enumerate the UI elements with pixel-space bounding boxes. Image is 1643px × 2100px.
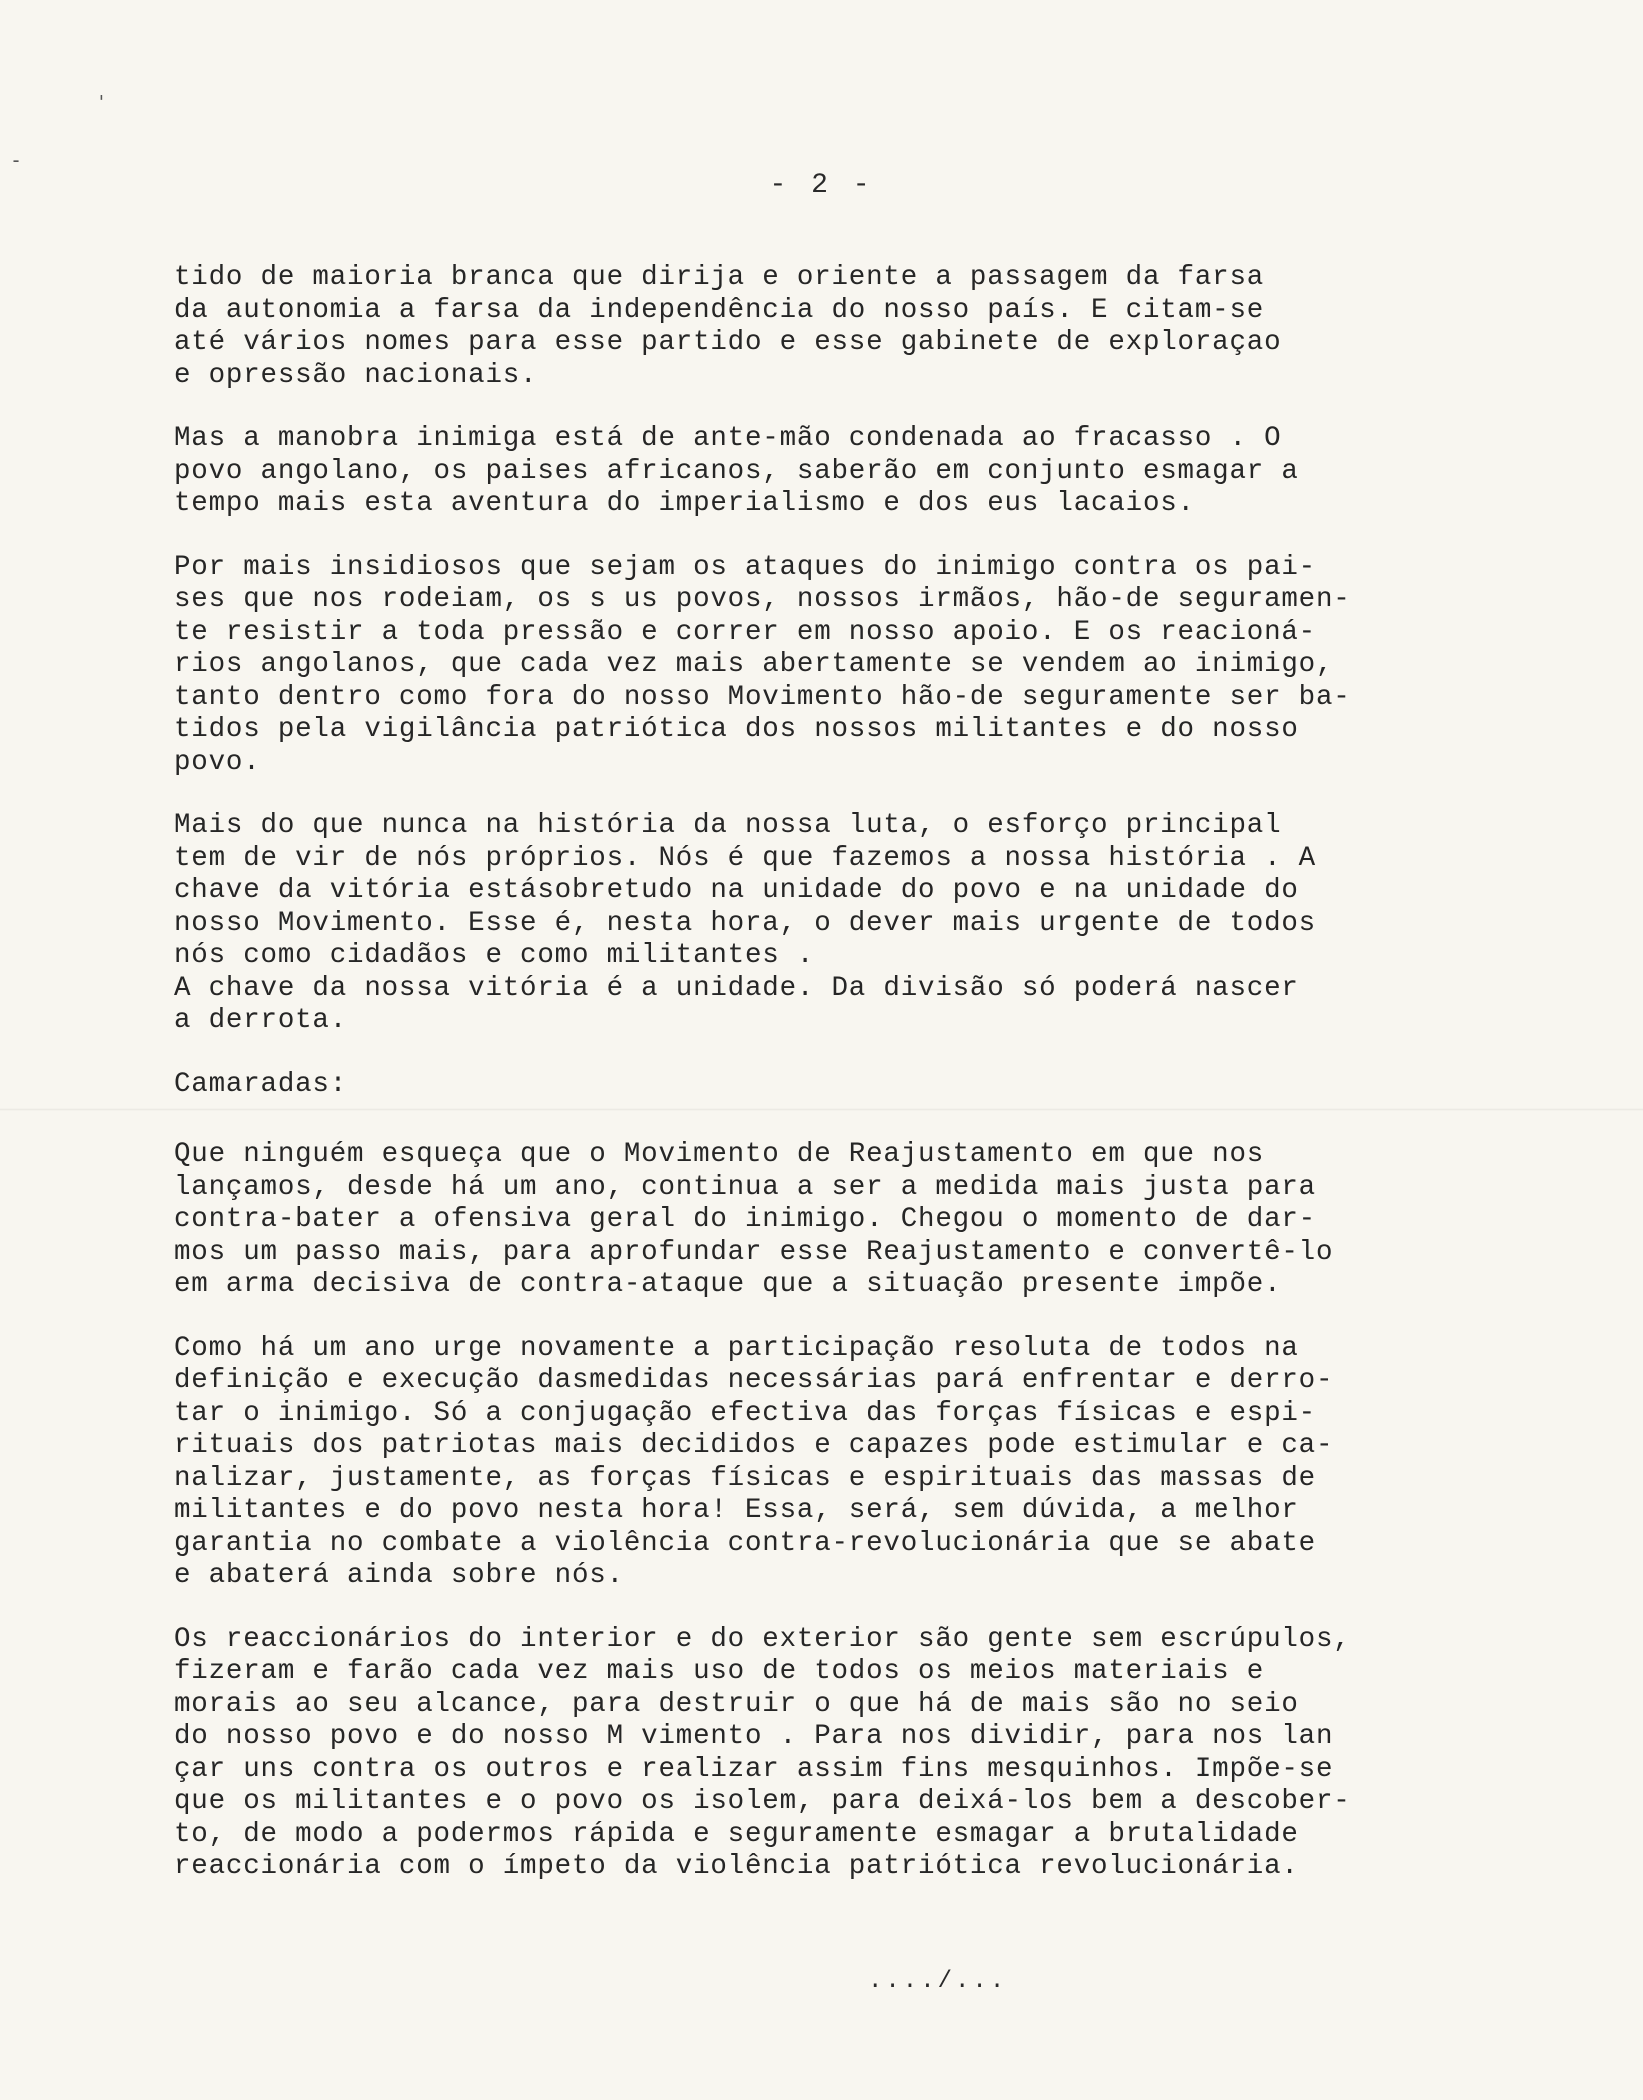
text-line: e opressão nacionais.: [174, 359, 538, 391]
paragraph-3: [174, 552, 1534, 780]
text-line: a derrota.: [174, 1005, 348, 1036]
text-line: A chave da nossa vitória é a unidade. Da divisão só poderá nascer: [174, 972, 1299, 1004]
text-line: garantia no combate a violência contra-revolucionária que se abate: [174, 1527, 1316, 1559]
text-line: povo angolano, os paises africanos, saberão em conjunto esmagar a: [174, 455, 1299, 487]
paragraph-6: [174, 1333, 1534, 1593]
text-line: nosso Movimento. Esse é, nesta hora, o dever mais urgente de todos: [174, 907, 1316, 939]
text-line: da autonomia a farsa da independência do nosso país. E citam-se: [174, 294, 1265, 326]
document-body: [174, 262, 1534, 1915]
text-line: Mais do que nunca na história da nossa luta, o esforço principal: [174, 810, 1282, 841]
text-line: povo.: [174, 746, 261, 778]
text-line: tar o inimigo. Só a conjugação efectiva das forças físicas e espi-: [174, 1397, 1316, 1429]
text-line: mos um passo mais, para aprofundar esse Reajustamento e convertê-lo: [174, 1236, 1334, 1268]
text-line: até vários nomes para esse partido e esse gabinete de exploraçao: [174, 327, 1282, 358]
edge-mark-left: -: [10, 148, 23, 172]
continuation-mark: ..../...: [868, 1968, 1008, 1995]
text-line: em arma decisiva de contra-ataque que a situação presente impõe.: [174, 1269, 1282, 1300]
paragraph-1: [174, 262, 1534, 392]
text-line: militantes e do povo nesta hora! Essa, será, sem dúvida, a melhor: [174, 1495, 1299, 1526]
page-number: - 2 -: [769, 170, 874, 201]
text-line: ses que nos rodeiam, os s us povos, nossos irmãos, hão-de seguramen-: [174, 584, 1351, 615]
text-line: Os reaccionários do interior e do exterior são gente sem escrúpulos,: [174, 1623, 1351, 1655]
text-line: çar uns contra os outros e realizar assim fins mesquinhos. Impõe-se: [174, 1753, 1334, 1785]
text-line: lançamos, desde há um ano, continua a ser a medida mais justa para: [174, 1171, 1316, 1203]
text-line: Que ninguém esqueça que o Movimento de Reajustamento em que nos: [174, 1139, 1265, 1170]
text-line: rios angolanos, que cada vez mais abertamente se vendem ao inimigo,: [174, 649, 1334, 680]
text-line: chave da vitória estásobretudo na unidade do povo e na unidade do: [174, 875, 1299, 906]
text-line: que os militantes e o povo os isolem, para deixá-los bem a descober-: [174, 1786, 1351, 1817]
text-line: nós como cidadãos e como militantes .: [174, 940, 815, 971]
text-line: Por mais insidiosos que sejam os ataques do inimigo contra os pai-: [174, 551, 1316, 583]
section-heading: Camaradas:: [174, 1068, 348, 1100]
text-line: tido de maioria branca que dirija e oriente a passagem da farsa: [174, 262, 1265, 293]
text-line: Como há um ano urge novamente a participação resoluta de todos na: [174, 1332, 1299, 1364]
text-line: morais ao seu alcance, para destruir o que há de mais são no seio: [174, 1688, 1299, 1720]
text-line: Mas a manobra inimiga está de ante-mão condenada ao fracasso . O: [174, 423, 1282, 454]
paragraph-5: [174, 1139, 1534, 1302]
edge-mark-top: ': [96, 92, 107, 113]
paragraph-7: [174, 1624, 1534, 1884]
paragraph-2: [174, 423, 1534, 521]
text-line: to, de modo a podermos rápida e seguramente esmagar a brutalidade: [174, 1818, 1299, 1850]
text-line: e abaterá ainda sobre nós.: [174, 1560, 624, 1591]
text-line: fizeram e farão cada vez mais uso de todos os meios materiais e: [174, 1656, 1265, 1687]
text-line: reaccionária com o ímpeto da violência patriótica revolucionária.: [174, 1851, 1299, 1882]
text-line: tem de vir de nós próprios. Nós é que fazemos a nossa história . A: [174, 842, 1316, 874]
text-line: nalizar, justamente, as forças físicas e espirituais das massas de: [174, 1462, 1316, 1494]
text-line: rituais dos patriotas mais decididos e capazes pode estimular e ca-: [174, 1430, 1334, 1461]
text-line: te resistir a toda pressão e correr em nosso apoio. E os reacioná-: [174, 616, 1316, 648]
text-line: tempo mais esta aventura do imperialismo e dos eus lacaios.: [174, 488, 1195, 519]
text-line: do nosso povo e do nosso M vimento . Para nos dividir, para nos lan: [174, 1721, 1334, 1752]
text-line: definição e execução dasmedidas necessárias pará enfrentar e derro-: [174, 1365, 1334, 1396]
text-line: contra-bater a ofensiva geral do inimigo. Chegou o momento de dar-: [174, 1204, 1316, 1235]
text-line: tidos pela vigilância patriótica dos nossos militantes e do nosso: [174, 714, 1299, 745]
paragraph-4: [174, 810, 1534, 1038]
text-line: tanto dentro como fora do nosso Movimento hão-de seguramente ser ba-: [174, 681, 1351, 713]
